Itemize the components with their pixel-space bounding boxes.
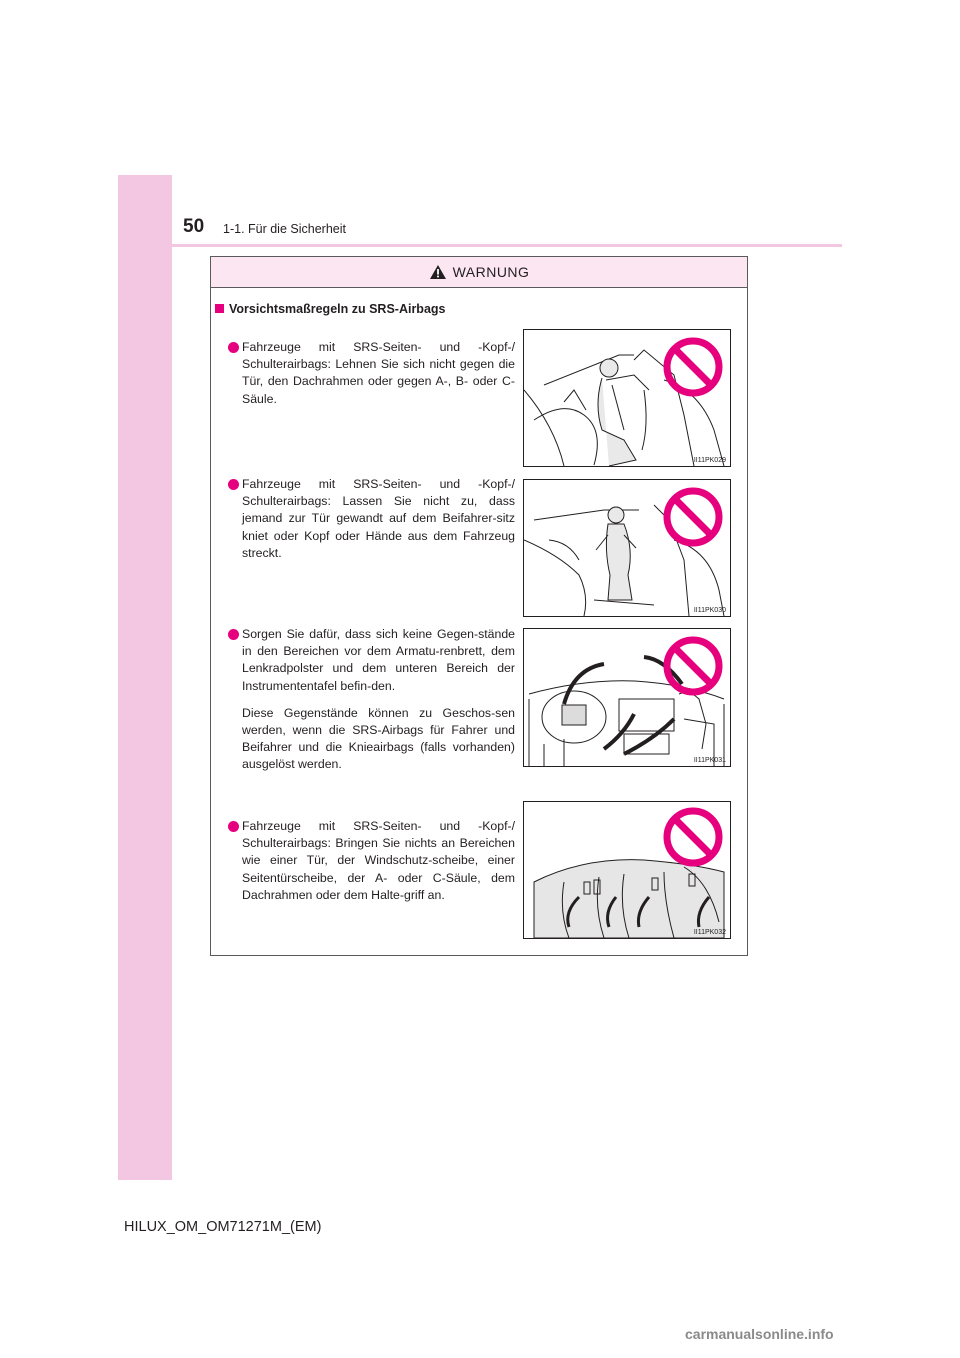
item-text: Fahrzeuge mit SRS-Seiten- und -Kopf-/ Schulterairbags: Lassen Sie nicht zu, dass jemand zur Tür gewandt auf dem Beifahrer-sitz kniet oder Kopf oder Hände aus dem Fahrzeug streckt. — [242, 477, 515, 560]
warning-title: WARNUNG — [452, 264, 530, 280]
bullet-icon — [228, 629, 239, 640]
item-text: Fahrzeuge mit SRS-Seiten- und -Kopf-/ Schulterairbags: Bringen Sie nichts an Bereichen wie einer Tür, der Windschutz-scheibe, einer Seitentürscheibe, der A- oder C-Säule, dem Dachrahmen oder dem Halte-griff an. — [242, 819, 515, 902]
warning-item-1 — [228, 339, 515, 408]
bullet-icon — [228, 479, 239, 490]
item-text: Fahrzeuge mit SRS-Seiten- und -Kopf-/ Schulterairbags: Lehnen Sie sich nicht gegen die Tür, den Dachrahmen oder gegen A-, B- oder C-Säule. — [242, 340, 515, 406]
figure-attached-objects — [523, 801, 731, 939]
figure-lean-door — [523, 329, 731, 467]
prohibition-icon — [662, 486, 724, 548]
header-rule — [118, 244, 842, 247]
item-note: Diese Gegenstände können zu Geschos-sen werden, wenn die SRS-Airbags für Fahrer und Beifahrer und die Knieairbags (falls vorhanden) ausgelöst werden. — [242, 705, 515, 772]
warning-heading: Vorsichtsmaßregeln zu SRS-Airbags — [215, 302, 446, 316]
item-text: Sorgen Sie dafür, dass sich keine Gegen-stände in den Bereichen vor dem Armatu-renbrett, dem Lenkradpolster und dem unteren Bereich der Instrumententafel befin-den. — [242, 627, 515, 693]
prohibition-icon — [662, 635, 724, 697]
warning-item-2 — [228, 476, 515, 562]
side-band — [118, 175, 172, 1180]
warning-header — [211, 257, 747, 288]
figure-dashboard-objects — [523, 628, 731, 767]
warning-item-3 — [228, 626, 515, 774]
figure-code: II11PK032 — [693, 929, 726, 936]
watermark[interactable]: carmanualsonline.info — [685, 1326, 834, 1342]
square-bullet-icon — [215, 304, 224, 313]
page-number: 50 — [183, 216, 205, 237]
section-title: 1-1. Für die Sicherheit — [223, 222, 346, 236]
warning-triangle-icon — [429, 264, 447, 280]
bullet-icon — [228, 821, 239, 832]
bullet-icon — [228, 342, 239, 353]
figure-kneeling-passenger — [523, 479, 731, 617]
warning-item-4 — [228, 818, 515, 904]
figure-code: II11PK029 — [693, 457, 726, 464]
prohibition-icon — [662, 336, 724, 398]
figure-code: II11PK031 — [693, 757, 726, 764]
prohibition-icon — [662, 806, 724, 868]
footer-doc-id: HILUX_OM_OM71271M_(EM) — [124, 1219, 322, 1235]
figure-code: II11PK030 — [693, 607, 726, 614]
